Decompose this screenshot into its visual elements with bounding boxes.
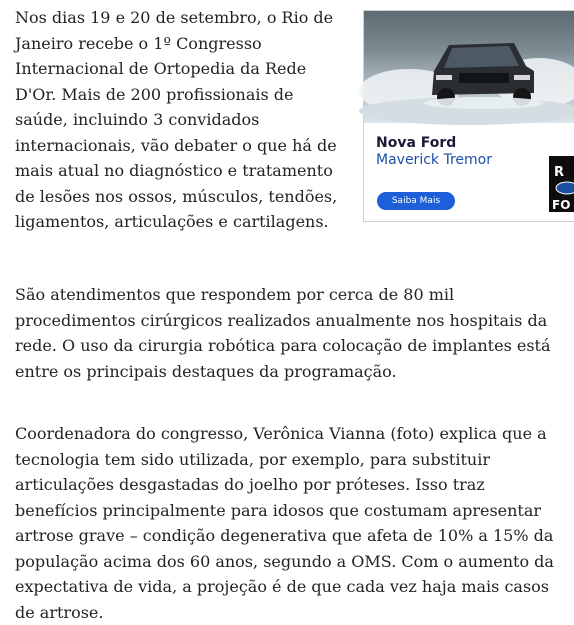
ad-logo-badge[interactable] xyxy=(549,156,574,212)
ad-cta-button[interactable]: Saiba Mais xyxy=(377,192,455,210)
ford-oval-icon xyxy=(556,182,574,194)
ad-model-name[interactable]: Maverick Tremor xyxy=(376,152,492,168)
article-paragraph-1: Nos dias 19 e 20 de setembro, o Rio de Janeiro recebe o 1º Congresso Internacional de Ortopedia da Rede D'Or. Mais de 200 profissionais de saúde, incluindo 3 convidados internacionais, vão debater o que há de mais atual no diagnóstico e tratamento de lesões nos ossos, músculos, tendões, ligamentos, articulações e cartilagens. xyxy=(15,8,338,231)
ad-banner[interactable] xyxy=(363,10,574,222)
article-paragraph-2: São atendimentos que respondem por cerca de 80 mil procedimentos cirúrgicos realizados anualmente nos hospitais da rede. O uso da cirurgia robótica para colocação de implantes está entre os principais destaques da programação. xyxy=(15,285,551,381)
article-paragraph-3: Coordenadora do congresso, Verônica Vianna (foto) explica que a tecnologia tem sido utilizada, por exemplo, para substituir articulações desgastadas do joelho por próteses. Isso traz benefícios principalmente para idosos que costumam apresentar artrose grave – condição degenerativa que afeta de 10% a 15% da população acima dos 60 anos, segundo a OMS. Com o aumento da expectativa de vida, a projeção é de que cada vez haja mais casos de artrose. xyxy=(15,424,554,622)
ad-truck-image[interactable] xyxy=(364,11,574,123)
ad-logo-letter: R xyxy=(554,165,565,180)
ad-logo-text: FO xyxy=(552,198,571,212)
ad-brand-title[interactable]: Nova Ford xyxy=(376,135,457,151)
